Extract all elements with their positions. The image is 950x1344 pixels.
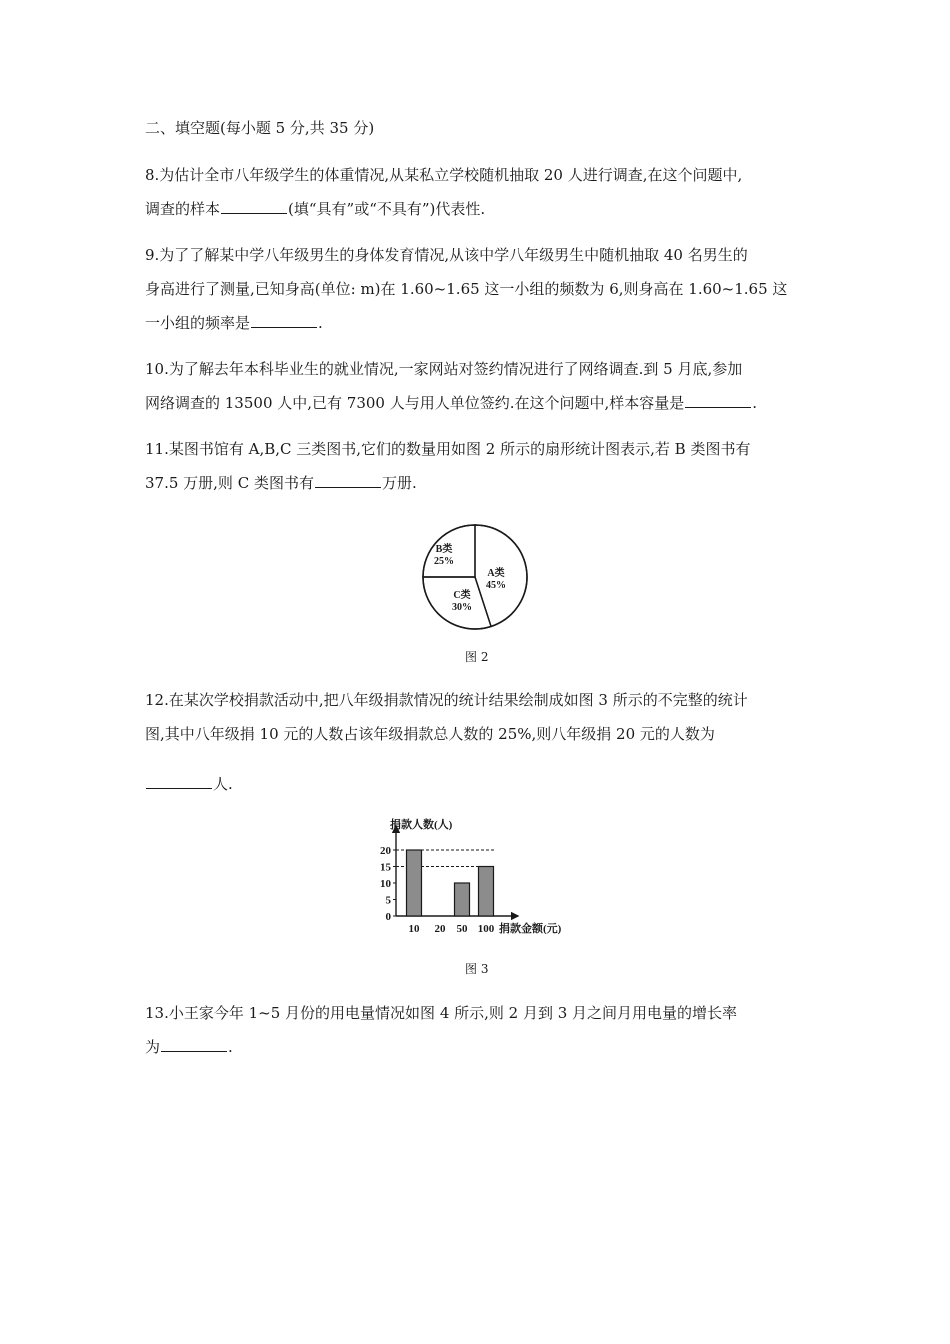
- section-title: 二、填空题(每小题 5 分,共 35 分): [145, 119, 375, 137]
- question-12: [145, 683, 807, 751]
- q8-line1: 8.为估计全市八年级学生的体重情况,从某私立学校随机抽取 20 人进行调查,在这个问题中,: [145, 166, 743, 184]
- x-tick-label: 10: [408, 923, 420, 935]
- question-13: [145, 996, 807, 1064]
- figure-2-caption: 图 2: [465, 650, 489, 664]
- q11-line1: 11.某图书馆有 A,B,C 三类图书,它们的数量用如图 2 所示的扇形统计图表示,若 B 类图书有: [145, 440, 751, 458]
- pie-percent-label: 45%: [486, 580, 506, 591]
- pie-percent-label: 25%: [434, 556, 454, 567]
- q9-line2: 身高进行了测量,已知身高(单位: m)在 1.60~1.65 这一小组的频数为 6,则身高在 1.60~1.65 这: [145, 280, 788, 298]
- answer-blank[interactable]: [146, 774, 212, 789]
- question-10: [145, 352, 807, 420]
- y-tick-label: 20: [380, 845, 391, 857]
- answer-blank[interactable]: [161, 1037, 227, 1052]
- pie-label: A类: [487, 568, 505, 579]
- answer-blank[interactable]: [251, 313, 317, 328]
- bar-10: [407, 850, 422, 916]
- q9-line3: 一小组的频率是 .: [145, 314, 323, 332]
- x-tick-label: 20: [434, 923, 446, 935]
- q12-line2: 图,其中八年级捐 10 元的人数占该年级捐款总人数的 25%,则八年级捐 20 元的人数为: [145, 725, 715, 743]
- y-tick-label: 0: [385, 911, 391, 923]
- y-tick-label: 15: [380, 861, 391, 874]
- q11-line2: 37.5 万册,则 C 类图书有 万册.: [145, 474, 417, 492]
- bar-100: [479, 867, 494, 917]
- y-tick-label: 5: [385, 894, 391, 907]
- question-11: [145, 432, 807, 500]
- x-tick-label: 100: [477, 923, 495, 935]
- bar-50: [455, 883, 470, 916]
- pie-chart: [420, 522, 530, 632]
- q13-line1: 13.小王家今年 1~5 月份的用电量情况如图 4 所示,则 2 月到 3 月之间月用电量的增长率: [145, 1004, 738, 1022]
- q13-line2: 为 .: [145, 1038, 233, 1056]
- y-tick-label: 10: [380, 878, 391, 890]
- question-12-answer-line: 人.: [145, 767, 807, 801]
- q12-line1: 12.在某次学校捐款活动中,把八年级捐款情况的统计结果绘制成如图 3 所示的不完整的统计: [145, 691, 748, 709]
- q10-line1: 10.为了解去年本科毕业生的就业情况,一家网站对签约情况进行了网络调查.到 5 月底,参加: [145, 360, 743, 378]
- answer-blank[interactable]: [685, 393, 751, 408]
- figure-3-caption: 图 3: [465, 962, 489, 976]
- pie-label: C类: [453, 590, 471, 601]
- x-tick-label: 50: [456, 923, 468, 935]
- bar-chart: [360, 814, 590, 940]
- q10-line2: 网络调查的 13500 人中,已有 7300 人与用人单位签约.在这个问题中,样本容量是 .: [145, 394, 758, 412]
- q8-line2: 调查的样本 (填“具有”或“不具有”)代表性.: [145, 200, 486, 218]
- x-axis-label: 捐款金额(元): [499, 923, 562, 935]
- q9-line1: 9.为了了解某中学八年级男生的身体发育情况,从该中学八年级男生中随机抽取 40 名男生的: [145, 246, 748, 264]
- answer-blank[interactable]: [315, 473, 381, 488]
- answer-blank[interactable]: [221, 199, 287, 214]
- y-axis-label: 捐款人数(人): [390, 819, 453, 831]
- question-8: [145, 158, 807, 226]
- pie-label: B类: [435, 544, 453, 555]
- pie-percent-label: 30%: [452, 602, 472, 613]
- question-9: [145, 238, 807, 340]
